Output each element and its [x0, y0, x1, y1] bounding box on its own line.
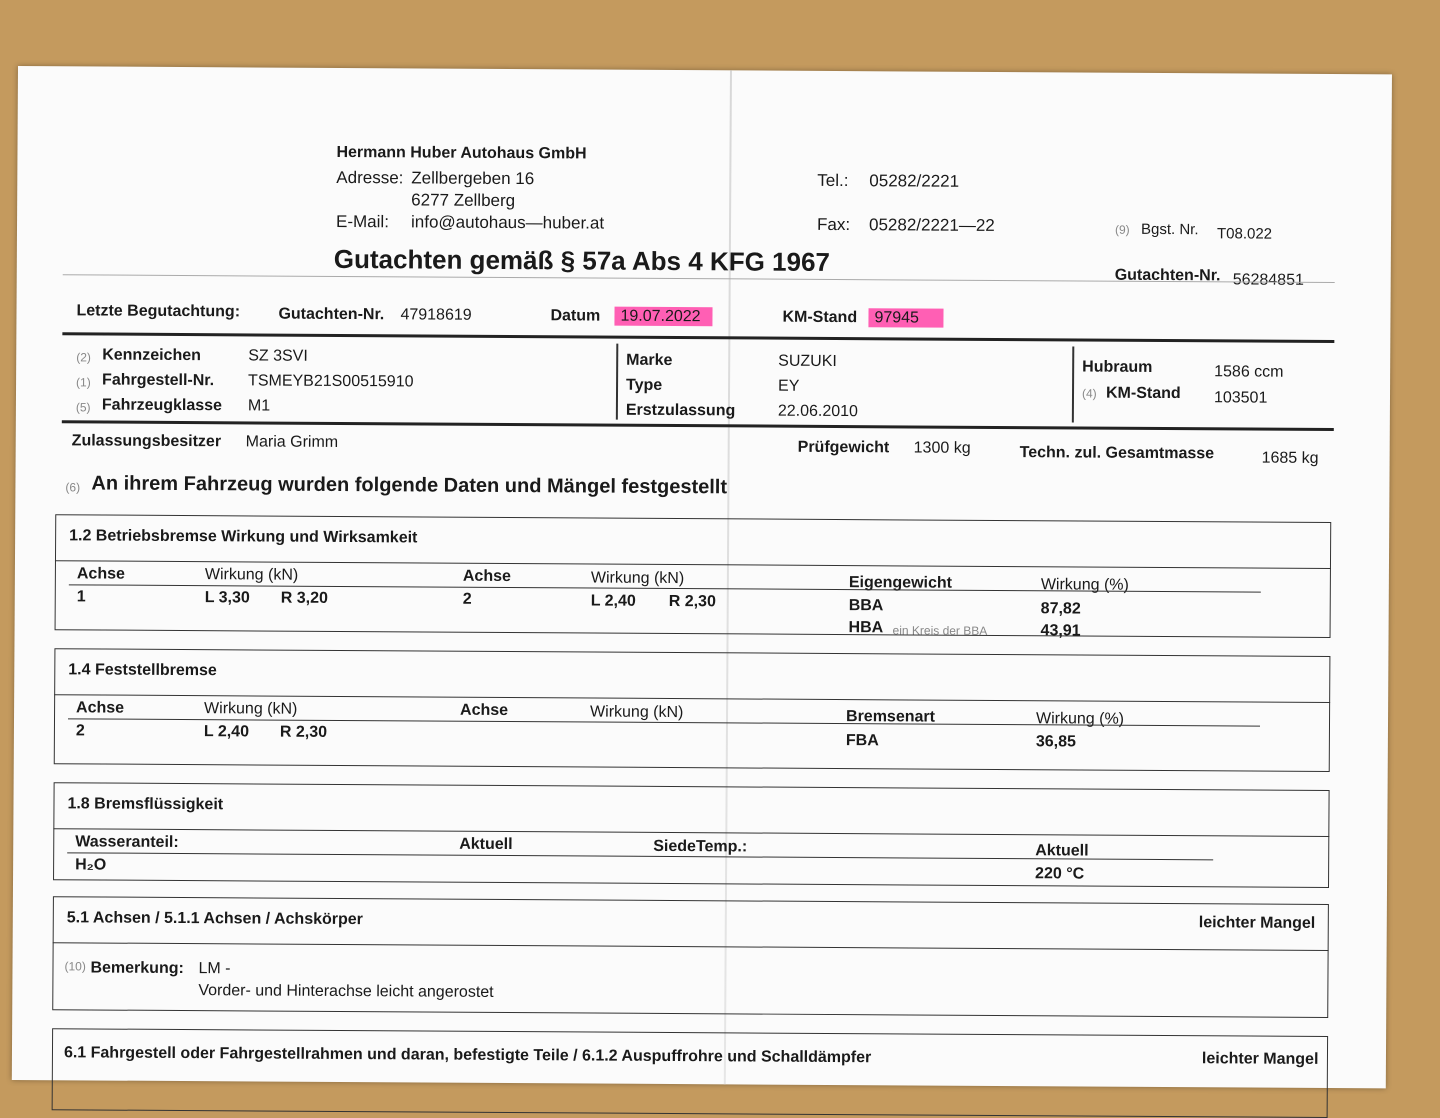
displacement-value: 1586 ccm — [1214, 363, 1284, 381]
s14-h-axle2: Achse — [460, 701, 509, 720]
s14-h-brake-type: Bremsenart — [845, 708, 936, 726]
last-report-value: 47918619 — [400, 306, 472, 324]
s14-axle1-left: L 2,40 — [203, 723, 250, 741]
s12-h-eff2: Wirkung (kN) — [590, 569, 685, 588]
vehicle-top-rule — [62, 332, 1334, 343]
brand-value: SUZUKI — [778, 352, 837, 371]
gross-mass-label: Techn. zul. Gesamtmasse — [1019, 444, 1215, 463]
bba-label: BBA — [848, 597, 884, 615]
s18-h-current2: Aktuell — [1035, 842, 1089, 860]
type-value: EY — [778, 377, 800, 395]
odometer-value: 103501 — [1213, 389, 1268, 407]
address-line1: Zellbergeben 16 — [411, 168, 535, 189]
test-weight-value: 1300 kg — [913, 439, 971, 457]
findings-heading: An ihrem Fahrzeug wurden folgende Daten und Mängel festgestellt — [91, 472, 728, 499]
plate-label: Kennzeichen — [102, 346, 201, 365]
test-weight-label: Prüfgewicht — [797, 438, 890, 457]
fba-value: 36,85 — [1035, 733, 1076, 751]
s14-axle1-right: R 2,30 — [279, 723, 328, 741]
first-registration-label: Erstzulassung — [625, 401, 736, 420]
s14-h-axle1: Achse — [76, 699, 125, 717]
h2o-label: H₂O — [75, 856, 107, 874]
last-inspection-label: Letzte Begutachtung: — [76, 302, 241, 321]
report-number-value: 56284851 — [1232, 271, 1304, 289]
s12-axle1-left: L 3,30 — [204, 589, 250, 607]
brand-label: Marke — [626, 351, 673, 370]
first-registration-value: 22.06.2010 — [777, 402, 859, 421]
vehicle-divider-2 — [1072, 346, 1074, 422]
s61-title: 6.1 Fahrgestell oder Fahrgestellrahmen und daran, befestigte Teile / 6.1.2 Auspuffrohre und Schalldämpfer — [63, 1044, 872, 1067]
document-title: Gutachten gemäß § 57a Abs 4 KFG 1967 — [333, 243, 831, 277]
address-label: Adresse: — [336, 167, 404, 188]
email-label: E-Mail: — [335, 211, 390, 232]
s14-h-eff1: Wirkung (kN) — [204, 700, 298, 718]
company-name: Hermann Huber Autohaus GmbH — [336, 143, 587, 163]
hba-note: ein Kreis der BBA — [892, 623, 988, 638]
plate-value: SZ 3SVI — [248, 347, 308, 365]
s12-axle2-left: L 2,40 — [590, 592, 636, 610]
email-value: info@autohaus—huber.at — [410, 212, 605, 233]
gross-mass-value: 1685 kg — [1261, 449, 1319, 467]
vin-label: Fahrgestell-Nr. — [102, 371, 215, 390]
s12-title: 1.2 Betriebsbremse Wirkung und Wirksamkeit — [69, 527, 418, 547]
s12-h-weight: Eigengewicht — [848, 574, 953, 592]
odometer-field-number: (4) — [1081, 386, 1097, 401]
bgst-value: T08.022 — [1216, 225, 1273, 243]
s12-axle2-right: R 2,30 — [668, 592, 716, 611]
s61-severity: leichter Mangel — [1201, 1050, 1319, 1068]
boil-temp-value: 220 °C — [1035, 865, 1085, 883]
remark-field-number: (10) — [64, 959, 86, 974]
s18-h-water: Wasseranteil: — [75, 833, 179, 851]
fax-label: Fax: — [816, 214, 851, 235]
s14-title: 1.4 Feststellbremse — [68, 661, 217, 680]
bgst-label: Bgst. Nr. — [1140, 220, 1199, 239]
address-line2: 6277 Zellberg — [411, 190, 516, 211]
vin-field-number: (1) — [76, 375, 91, 390]
vehicle-bottom-rule — [62, 420, 1334, 431]
bba-value: 87,82 — [1040, 600, 1081, 618]
bgst-field-number: (9) — [1114, 222, 1130, 237]
hba-label: HBA — [848, 619, 884, 637]
s12-h-axle1: Achse — [76, 565, 125, 583]
s14-axle1: 2 — [75, 722, 85, 740]
class-value: M1 — [247, 397, 271, 415]
findings-field-number: (6) — [65, 480, 81, 495]
s12-h-eff1: Wirkung (kN) — [204, 566, 299, 584]
s14-h-eff2: Wirkung (kN) — [590, 703, 684, 722]
s14-h-pct: Wirkung (%) — [1035, 710, 1125, 728]
owner-value: Maria Grimm — [245, 433, 339, 451]
s18-title: 1.8 Bremsflüssigkeit — [67, 795, 224, 814]
remark-line1: LM - — [198, 960, 231, 978]
s12-axle1: 1 — [76, 588, 86, 606]
s12-axle2: 2 — [462, 590, 472, 608]
hba-value: 43,91 — [1040, 622, 1081, 640]
vehicle-divider-1 — [616, 344, 618, 420]
remark-label: Bemerkung: — [90, 959, 184, 978]
s12-h-pct: Wirkung (%) — [1040, 576, 1129, 594]
fax-value: 05282/2221—22 — [868, 215, 995, 235]
class-label: Fahrzeugklasse — [101, 396, 223, 415]
odometer-label: KM-Stand — [1105, 384, 1181, 403]
displacement-label: Hubraum — [1082, 358, 1153, 376]
inspection-report-sheet — [12, 66, 1392, 1088]
section-chassis — [52, 1028, 1328, 1118]
type-label: Type — [626, 376, 663, 394]
s12-h-axle2: Achse — [462, 567, 511, 586]
vin-value: TSMEYB21S00515910 — [248, 372, 414, 391]
s51-title: 5.1 Achsen / 5.1.1 Achsen / Achskörper — [66, 909, 363, 929]
last-km-value: 97945 — [868, 308, 943, 327]
s12-axle1-right: R 3,20 — [280, 589, 328, 607]
s51-severity: leichter Mangel — [1198, 914, 1316, 932]
tel-value: 05282/2221 — [869, 171, 960, 191]
remark-line2: Vorder- und Hinterachse leicht angerostet — [198, 982, 494, 1001]
plate-field-number: (2) — [76, 350, 91, 365]
owner-label: Zulassungsbesitzer — [71, 432, 222, 451]
s18-h-current1: Aktuell — [459, 835, 513, 854]
last-date-label: Datum — [550, 307, 601, 325]
s18-h-boil: SiedeTemp.: — [653, 837, 748, 856]
tel-label: Tel.: — [817, 170, 849, 191]
last-date-value: 19.07.2022 — [614, 307, 712, 327]
fba-label: FBA — [845, 732, 879, 750]
last-report-label: Gutachten-Nr. — [278, 305, 385, 324]
last-km-label: KM-Stand — [782, 308, 858, 327]
class-field-number: (5) — [75, 400, 91, 415]
report-number-label: Gutachten-Nr. — [1114, 266, 1221, 285]
